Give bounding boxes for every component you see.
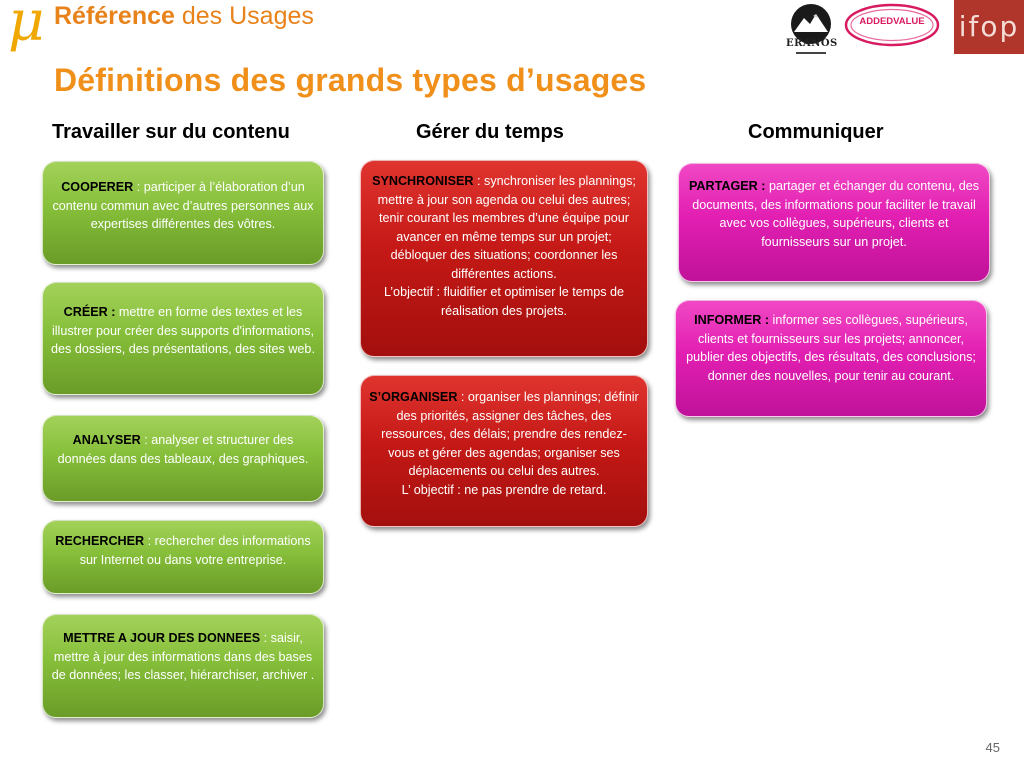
eranos-logo-text: ERANOS: [786, 38, 838, 49]
box-cooperer-text: : participer à l’élaboration d’un contenu commun avec d’autres personnes aux expertises différentes des vôtres.: [52, 180, 314, 231]
box-partager-keyword: PARTAGER :: [688, 179, 766, 193]
box-mettre-a-jour-keyword: METTRE A JOUR DES DONNEES: [63, 631, 261, 645]
column-heading-temps: Gérer du temps: [416, 121, 564, 143]
box-sorganiser: [360, 375, 648, 527]
brand-name: [54, 4, 314, 29]
addedvalue-logo-text: ADDEDVALUE: [859, 16, 925, 27]
box-synchroniser: [360, 160, 648, 357]
box-creer-text: mettre en forme des textes et les illustrer pour créer des supports d'informations, des dossiers, des présentations, des sites web.: [51, 305, 315, 356]
brand-name-bold: Référence: [54, 2, 175, 30]
box-synchroniser-keyword: SYNCHRONISER: [372, 174, 474, 188]
box-cooperer-keyword: COOPERER: [61, 180, 134, 194]
box-sorganiser-text: : organiser les plannings; définir des priorités, assigner des tâches, des ressources, des délais; prendre des rendez-vous et gérer des agendas; organiser ses déplacements ou celui des autres.: [381, 390, 639, 478]
ifop-logo-text: ifop: [958, 10, 1020, 43]
page-number: 45: [985, 740, 1000, 755]
box-partager: [678, 163, 990, 282]
box-mettre-a-jour: [42, 614, 324, 718]
box-sorganiser-keyword: S’ORGANISER: [369, 390, 458, 404]
box-analyser-text: : analyser et structurer des données dans des tableaux, des graphiques.: [57, 433, 309, 466]
page-title: Définitions des grands types d’usages: [54, 62, 647, 98]
column-heading-contenu: Travailler sur du contenu: [52, 121, 290, 143]
box-mettre-a-jour-text: : saisir, mettre à jour des informations dans des bases de données; les classer, hiérarchiser, archiver .: [51, 631, 315, 682]
box-rechercher-keyword: RECHERCHER: [55, 534, 145, 548]
box-analyser-keyword: ANALYSER: [72, 433, 141, 447]
box-rechercher: [42, 520, 324, 594]
box-analyser: [42, 415, 324, 502]
box-synchroniser-objective: L’objectif : fluidifier et optimiser le temps de réalisation des projets.: [383, 285, 625, 318]
box-partager-text: partager et échanger du contenu, des documents, des informations pour faciliter le travail avec vos collègues, supérieurs, clients et fournisseurs sur un projet.: [692, 179, 980, 249]
eranos-logo-icon: [786, 2, 836, 60]
box-informer-keyword: INFORMER :: [694, 313, 770, 327]
box-synchroniser-text: : synchroniser les plannings; mettre à jour son agenda ou celui des autres; tenir courant les membres d’une équipe pour avancer en même temps sur un projet; débloquer des situations; coordonner les différentes actions.: [377, 174, 636, 281]
brand-logo: [4, 0, 334, 62]
box-cooperer: [42, 161, 324, 265]
box-informer-text: informer ses collègues, supérieurs, clients et fournisseurs sur les projets; annoncer, publier des objectifs, des résultats, des conclusions; donner des nouvelles, pour tenir au courant.: [686, 313, 976, 383]
brand-name-light: des Usages: [174, 2, 314, 30]
box-sorganiser-objective: L’ objectif : ne pas prendre de retard.: [401, 482, 607, 497]
box-informer: [675, 300, 987, 417]
box-rechercher-text: : rechercher des informations sur Internet ou dans votre entreprise.: [79, 534, 311, 567]
column-heading-communiquer: Communiquer: [748, 121, 884, 143]
mu-symbol: μ: [8, 0, 45, 54]
box-creer: [42, 282, 324, 395]
box-creer-keyword: CRÉER :: [63, 305, 116, 319]
